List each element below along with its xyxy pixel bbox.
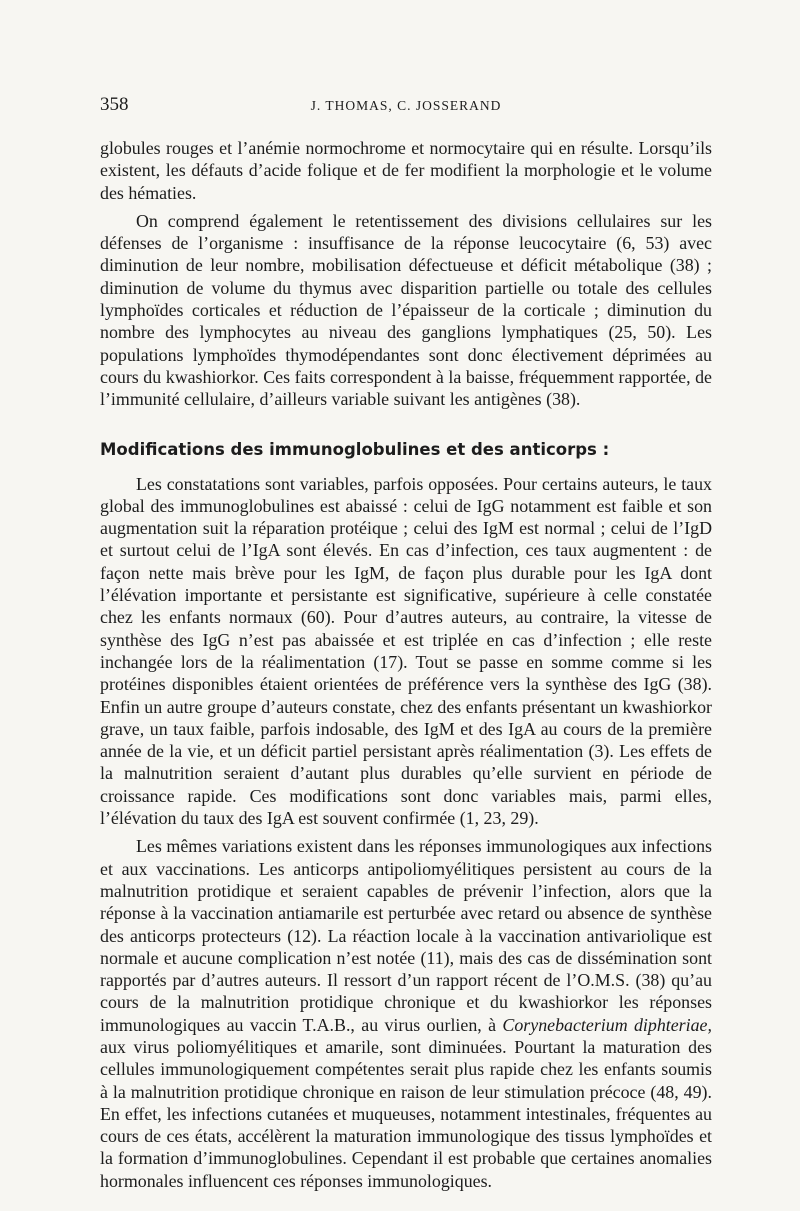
page-number: 358 [100,94,129,115]
paragraph-immune-responses-part2: aux virus poliomyélitiques et amarile, sont diminuées. Pourtant la maturation des cellules immunologiquement compétentes serait plus rapide chez les enfants soumis à la malnutrition protidique chronique en raison de leur stimulation précoce (48, 49). En effet, les infections cutanées et muqueuses, notamment intestinales, fréquentes au cours de ces états, accélèrent la maturation immunologique des tissus lymphoïdes et la formation d’immunoglobulines. Cependant il est probable que certaines anomalies hormonales influencent ces réponses immunologiques. [100,1036,712,1191]
paragraph-continued: globules rouges et l’anémie normochrome et normocytaire qui en résulte. Lorsqu’ils existent, les défauts d’acide folique et de fer modifient la morphologie et le volume des hématies. [100,138,712,203]
section-heading: Modifications des immunoglobulines et des anticorps : [100,439,610,459]
paragraph-immune-responses [100,835,712,1192]
page-header [100,94,712,118]
species-name-italic: Corynebacterium diphteriae, [502,1014,712,1035]
paragraph-cellular-defenses: On comprend également le retentissement des divisions cellulaires sur les défenses de l’organisme : insuffisance de la réponse leucocytaire (6, 53) avec diminution de leur nombre, mobilisation défectueuse et déficit métabolique (38) ; diminution de volume du thymus avec disparition partielle ou totale des cellules lymphoïdes corticales et réduction de l’épaisseur de la corticale ; diminution du nombre des lymphocytes au niveau des ganglions lymphatiques (25, 50). Les populations lymphoïdes thymodépendantes sont donc électivement déprimées au cours du kwashiorkor. Ces faits correspondent à la baisse, fréquemment rapportée, de l’immunité cellulaire, d’ailleurs variable suivant les antigènes (38). [100,210,712,410]
body-text [100,137,712,1192]
paragraph-immune-responses-part1: Les mêmes variations existent dans les réponses immunologiques aux infections et aux vaccinations. Les anticorps antipoliomyélitiques persistent au cours de la malnutrition protidique et seraient capables de prévenir l’infection, alors que la réponse à la vaccination antiamarile est perturbée avec retard ou absence de synthèse des anticorps protecteurs (12). La réaction locale à la vaccination antivariolique est normale et aucune complication n’est notée (11), mais des cas de dissémination sont rapportés par d’autres auteurs. Il ressort d’un rapport récent de l’O.M.S. (38) qu’au cours de la malnutrition protidique chronique et du kwashiorkor les réponses immunologiques au vaccin T.A.B., au virus ourlien, à [100,836,712,1035]
running-head-authors: J. THOMAS, C. JOSSERAND [310,98,502,113]
paragraph-immunoglobulins: Les constatations sont variables, parfois opposées. Pour certains auteurs, le taux global des immunoglobulines est abaissé : celui de IgG notamment est faible et son augmentation suit la réparation protéique ; celui des IgM est normal ; celui de l’IgD et surtout celui de l’IgA sont élevés. En cas d’infection, ces taux augmentent : de façon nette mais brève pour les IgM, de façon plus durable pour les IgA dont l’élévation importante et persistante est significative, supérieure à celle constatée chez les enfants normaux (60). Pour d’autres auteurs, au contraire, la vitesse de synthèse des IgG n’est pas abaissée et est triplée en cas d’infection ; elle reste inchangée lors de la réalimentation (17). Tout se passe en somme comme si les protéines disponibles étaient orientées de préférence vers la synthèse des IgG (38). Enfin un autre groupe d’auteurs constate, chez des enfants présentant un kwashiorkor grave, un taux faible, parfois indosable, des IgM et des IgA au cours de la première année de la vie, et un déficit partiel persistant après réalimentation (3). Les effets de la malnutrition seraient d’autant plus durables qu’elle survient en période de croissance rapide. Ces modifications sont donc variables mais, parmi elles, l’élévation du taux des IgA est souvent confirmée (1, 23, 29). [100,473,712,829]
